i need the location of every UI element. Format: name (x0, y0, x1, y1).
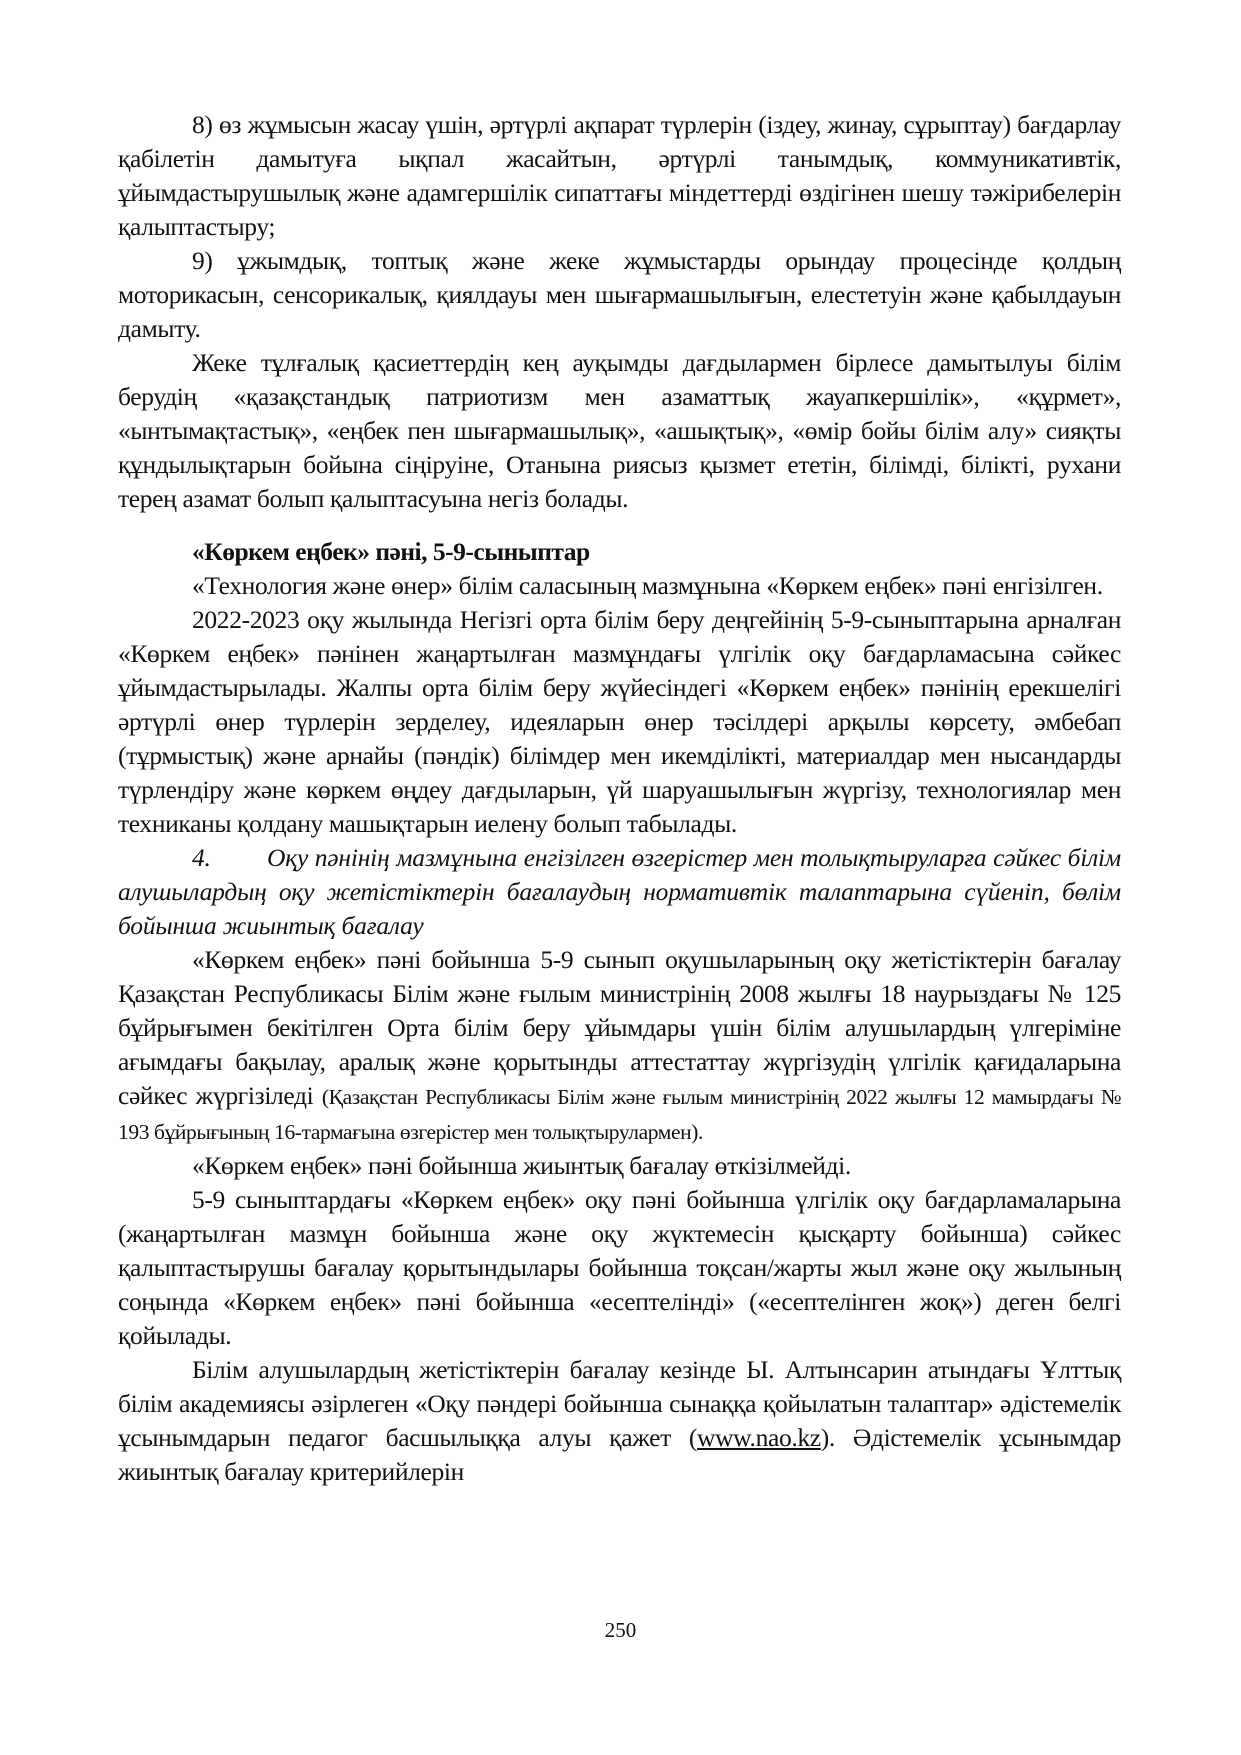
paragraph-values: Жеке тұлғалық қасиеттердің кең ауқымды дағдылармен бірлесе дамытылуы білім берудің «қазақстандық патриотизм мен азаматтық жауапкершілік», «құрмет», «ынтымақтастық», «еңбек пен шығармашылық», «ашықтық», «өмір бойы білім алу» сияқты құндылықтарын бойына сіңіруіне, Отанына риясыз қызмет ететін, білімді, білікті, рухани терең азамат болып қалыптасуына негіз болады. (118, 348, 1121, 513)
academy-text-before: Білім алушылардың жетістіктерін бағалау кезінде Ы. Алтынсарин атындағы Ұлттық білім академиясы әзірлеген «Оқу пәндері бойынша сынаққа қойылатын талаптар» әдістемелік ұсынымдарын педагог басшылыққа алуы қажет ( (118, 1355, 1121, 1452)
paragraph-assessment (118, 943, 1121, 1149)
document-page (118, 108, 1121, 1489)
section-4-title (118, 841, 1121, 943)
paragraph-no-summative: «Көркем еңбек» пәні бойынша жиынтық бағалау өткізілмейді. (192, 1151, 851, 1180)
paragraph-year-plan: 2022-2023 оқу жылында Негізгі орта білім беру деңгейінің 5-9-сыныптарына арналған «Көркем еңбек» пәнінен жаңартылған мазмұндағы үлгілік оқу бағдарламасына сәйкес ұйымдастырылады. Жалпы орта білім беру жүйесіндегі «Көркем еңбек» пәнінің ерекшелігі әртүрлі өнер түрлерін зерделеу, идеяларын өнер тәсілдері арқылы көрсету, әмбебап (тұрмыстық) және арнайы (пәндік) білімдер мен икемділікті, материалдар мен нысандарды түрлендіру және көркем өңдеу дағдыларын, үй шаруашылығын жүргізу, технологиялар мен техниканы қолдану машықтарын иелену болып табылады. (118, 605, 1121, 838)
section-4-number: 4. (192, 843, 211, 872)
section-heading: «Көркем еңбек» пәні, 5-9-сыныптар (192, 537, 590, 566)
paragraph-item-9: 9) ұжымдық, топтық және жеке жұмыстарды орындау процесінде қолдың моторикасын, сенсорикалық, қиялдауы мен шығармашылығын, елестетуін және қабылдауын дамыту. (118, 246, 1121, 343)
section-4-title-text: Оқу пәнінің мазмұнына енгізілген өзгерістер мен толықтыруларға сәйкес білім алушылардың оқу жетістіктерін бағалаудың нормативтік талаптарына сүйеніп, бөлім бойынша жиынтық бағалау (118, 843, 1121, 940)
page-number: 250 (604, 1618, 637, 1642)
assessment-note-text: (Қазақстан Республикасы Білім және ғылым министрінің 2022 жылғы 12 мамырдағы № 193 бұйрығының 16-тармағына өзгерістер мен толықтырулармен). (118, 1085, 1121, 1144)
nao-link[interactable]: www.nao.kz (697, 1423, 821, 1452)
paragraph-grading: 5-9 сыныптардағы «Көркем еңбек» оқу пәні бойынша үлгілік оқу бағдарламаларына (жаңартылған мазмұн бойынша және оқу жүктемесін қысқарту бойынша) сәйкес қалыптастырушы бағалау қорытындылары бойынша тоқсан/жарты жыл және оқу жылының соңында «Көркем еңбек» пәні бойынша «есептелінді» («есептелінген жоқ») деген белгі қойылады. (118, 1185, 1121, 1350)
paragraph-item-8: 8) өз жұмысын жасау үшін, әртүрлі ақпарат түрлерін (іздеу, жинау, сұрыптау) бағдарлау қабілетін дамытуға ықпал жасайтын, әртүрлі танымдық, коммуникативтік, ұйымдастырушылық және адамгершілік сипаттағы міндеттерді өздігінен шешу тәжірибелерін қалыптастыру; (118, 110, 1121, 241)
assessment-main-text: «Көркем еңбек» пәні бойынша 5-9 сынып оқушыларының оқу жетістіктерін бағалау Қазақстан Республикасы Білім және ғылым министрінің 2008 жылғы 18 наурыздағы № 125 бұйрығымен бекітілген Орта білім беру ұйымдары үшін білім алушылардың үлгеріміне ағымдағы бақылау, аралық және қорытынды аттестаттау жүргізудің үлгілік қағидаларына сәйкес жүргізіледі (118, 945, 1121, 1110)
academy-text-after: ). Әдістемелік ұсынымдар жиынтық бағалау критерийлерін (118, 1423, 1121, 1486)
paragraph-academy (118, 1353, 1121, 1489)
paragraph-intro: «Технология және өнер» білім саласының мазмұнына «Көркем еңбек» пәні енгізілген. (192, 571, 1103, 600)
